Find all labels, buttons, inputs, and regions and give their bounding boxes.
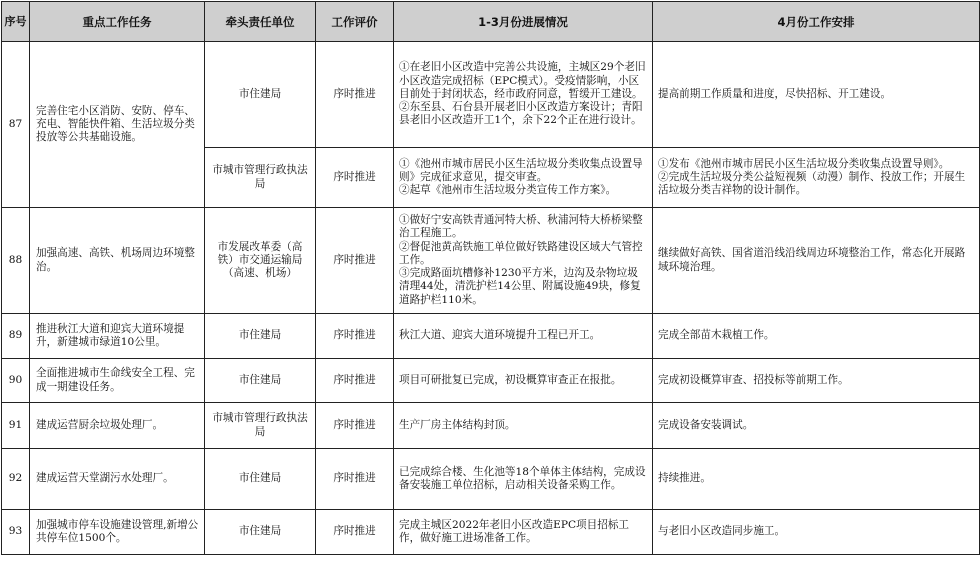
- eval-cell: 序时推进: [316, 148, 394, 208]
- task-cell: 全面推进城市生命线安全工程、完成一期建设任务。: [30, 359, 205, 403]
- unit-cell: 市住建局: [205, 359, 316, 403]
- header-eval: 工作评价: [316, 2, 394, 42]
- plan-line: 提高前期工作质量和进度，尽快招标、开工建设。: [658, 87, 892, 100]
- plan-line: 完成初设概算审查、招投标等前期工作。: [658, 373, 849, 386]
- plan-cell: [653, 449, 980, 510]
- eval-cell: 序时推进: [316, 449, 394, 510]
- plan-line: 持续推进。: [658, 472, 711, 485]
- progress-cell: [394, 148, 653, 208]
- plan-line: 继续做好高铁、国省道沿线沿线周边环境整治工作，常态化开展路域环境治理。: [658, 247, 966, 273]
- progress-cell: [394, 403, 653, 449]
- plan-cell: [653, 148, 980, 208]
- table-row: [2, 314, 980, 359]
- table-row: [2, 208, 980, 314]
- plan-line: 完成设备安装调试。: [658, 418, 754, 431]
- progress-line: ②督促池黄高铁施工单位做好铁路建设区域大气管控工作。: [399, 240, 643, 266]
- plan-line: 完成全部苗木栽植工作。: [658, 329, 775, 342]
- progress-line: 项目可研批复已完成，初设概算审查正在报批。: [399, 373, 622, 386]
- unit-cell: 市城市管理行政执法局: [205, 148, 316, 208]
- header-no: 序号: [2, 2, 30, 42]
- task-cell: 加强高速、高铁、机场周边环境整治。: [30, 208, 205, 314]
- plan-line: ②完成生活垃圾分类公益短视频（动漫）制作、投放工作；开展生活垃圾分类吉祥物的设计制作。: [658, 170, 966, 197]
- task-cell: 推进秋江大道和迎宾大道环境提升，新建城市绿道10公里。: [30, 314, 205, 359]
- task-cell: 建成运营厨余垃圾处理厂。: [30, 403, 205, 449]
- unit-cell: 市住建局: [205, 449, 316, 510]
- progress-line: 已完成综合楼、生化池等18个单体主体结构，完成设备安装施工单位招标，启动相关设备采购工作。: [399, 465, 646, 491]
- row-number: 89: [2, 314, 30, 359]
- row-number: 91: [2, 403, 30, 449]
- progress-cell: [394, 208, 653, 314]
- unit-cell: 市发展改革委（高铁）市交通运输局（高速、机场）: [205, 208, 316, 314]
- header-row: [2, 2, 980, 42]
- row-number: 92: [2, 449, 30, 510]
- table-row: [2, 510, 980, 555]
- progress-line: ②东至县、石台县开展老旧小区改造方案设计；青阳县老旧小区改造开工1个，余下22个正在进行设计。: [399, 101, 643, 127]
- progress-line: 秋江大道、迎宾大道环境提升工程已开工。: [399, 329, 601, 342]
- unit-cell: 市住建局: [205, 42, 316, 148]
- work-progress-table: [1, 1, 980, 555]
- progress-line: ③完成路面坑槽修补1230平方米，边沟及杂物垃圾清理44处，清洗护栏14公里、附属设施49块，修复道路护栏110米。: [399, 267, 641, 306]
- progress-cell: [394, 449, 653, 510]
- eval-cell: 序时推进: [316, 314, 394, 359]
- table-row: [2, 359, 980, 403]
- plan-cell: [653, 403, 980, 449]
- row-number: 90: [2, 359, 30, 403]
- header-task: 重点工作任务: [30, 2, 205, 42]
- progress-line: ①《池州市城市居民小区生活垃圾分类收集点设置导则》完成征求意见，提交审查。: [399, 157, 643, 183]
- row-number: 87: [2, 42, 30, 208]
- eval-cell: 序时推进: [316, 42, 394, 148]
- progress-cell: [394, 42, 653, 148]
- plan-cell: [653, 510, 980, 555]
- table-row: [2, 403, 980, 449]
- table-row: [2, 449, 980, 510]
- progress-cell: [394, 314, 653, 359]
- plan-cell: [653, 359, 980, 403]
- progress-cell: [394, 359, 653, 403]
- plan-cell: [653, 42, 980, 148]
- row-number: 88: [2, 208, 30, 314]
- eval-cell: 序时推进: [316, 403, 394, 449]
- plan-cell: [653, 314, 980, 359]
- unit-cell: 市住建局: [205, 510, 316, 555]
- eval-cell: 序时推进: [316, 510, 394, 555]
- progress-line: 生产厂房主体结构封顶。: [399, 418, 516, 431]
- progress-line: ①做好宁安高铁青通河特大桥、秋浦河特大桥桥梁整治工程施工。: [399, 213, 643, 240]
- eval-cell: 序时推进: [316, 359, 394, 403]
- task-cell: 建成运营天堂湖污水处理厂。: [30, 449, 205, 510]
- table-row: [2, 42, 980, 148]
- progress-line: 完成主城区2022年老旧小区改造EPC项目招标工作，做好施工进场准备工作。: [399, 518, 630, 544]
- unit-cell: 市住建局: [205, 314, 316, 359]
- plan-line: ①发布《池州市城市居民小区生活垃圾分类收集点设置导则》。: [658, 157, 950, 170]
- plan-cell: [653, 208, 980, 314]
- progress-line: ①在老旧小区改造中完善公共设施，主城区29个老旧小区改造完成招标（EPC模式）。受疫情影响，小区目前处于封闭状态，经市政府同意，暂缓开工建设。: [399, 61, 646, 100]
- header-unit: 牵头责任单位: [205, 2, 316, 42]
- unit-cell: 市城市管理行政执法局: [205, 403, 316, 449]
- header-progress: 1-3月份进展情况: [394, 2, 653, 42]
- progress-line: ②起草《池州市生活垃圾分类宣传工作方案》。: [399, 184, 617, 197]
- progress-cell: [394, 510, 653, 555]
- header-plan: 4月份工作安排: [653, 2, 980, 42]
- task-cell: 完善住宅小区消防、安防、停车、充电、智能快件箱、生活垃圾分类投放等公共基础设施。: [30, 42, 205, 208]
- plan-line: 与老旧小区改造同步施工。: [658, 525, 786, 538]
- row-number: 93: [2, 510, 30, 555]
- eval-cell: 序时推进: [316, 208, 394, 314]
- task-cell: 加强城市停车设施建设管理,新增公共停车位1500个。: [30, 510, 205, 555]
